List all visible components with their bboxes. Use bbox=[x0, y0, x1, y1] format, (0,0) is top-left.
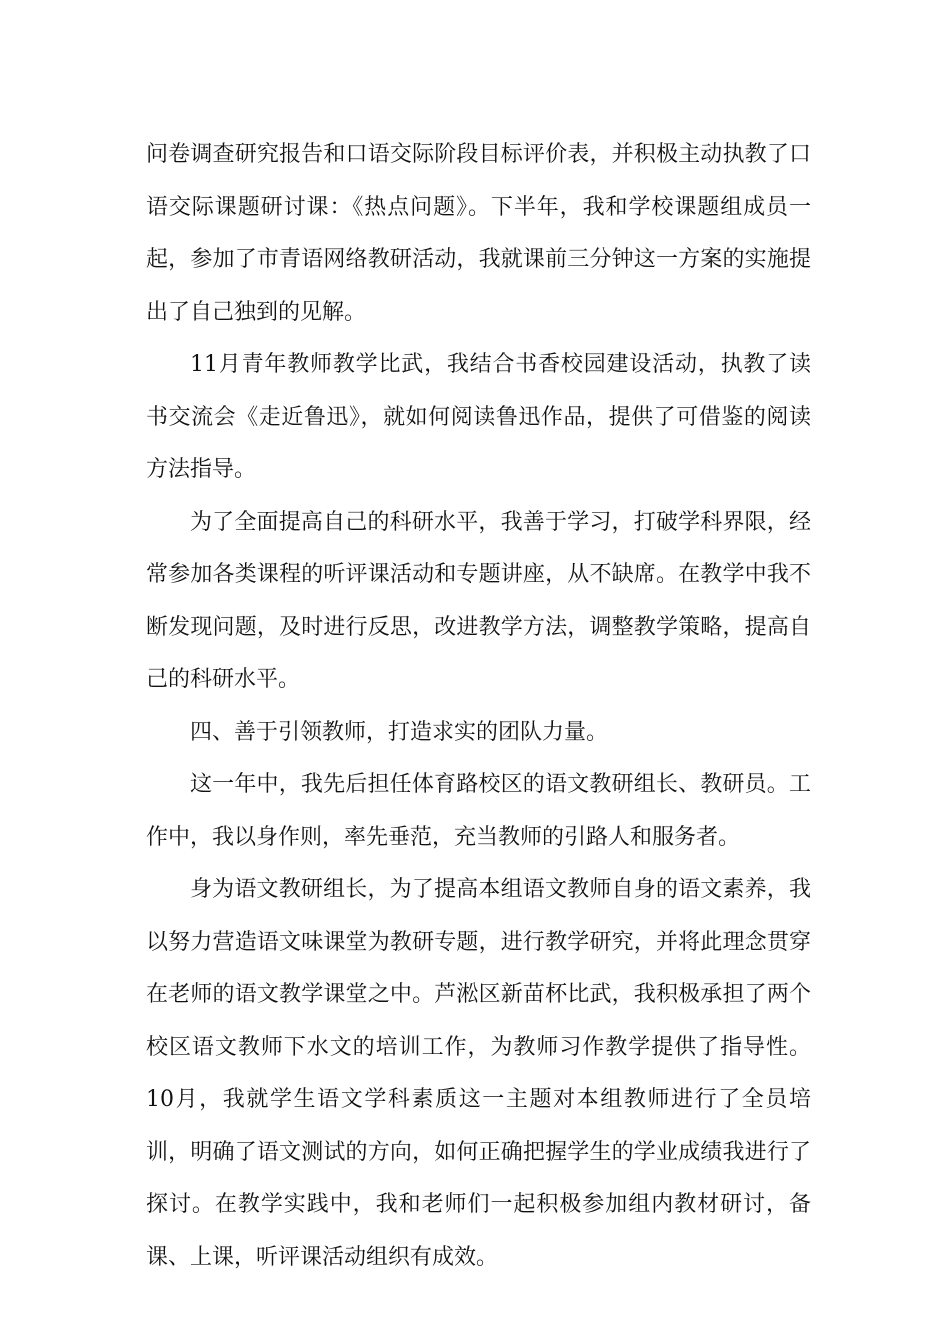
section-heading-4: 四、善于引领教师，打造求实的团队力量。 bbox=[190, 719, 609, 745]
paragraph-5: 这一年中，我先后担任体育路校区的语文教研组长、教研员。工作中，我以身作则，率先垂范，充当教师的引路人和服务者。 bbox=[146, 772, 811, 850]
paragraph-3: 为了全面提高自己的科研水平，我善于学习，打破学科界限，经常参加各类课程的听评课活动和专题讲座，从不缺席。在教学中我不断发现问题，及时进行反思，改进教学方法，调整教学策略，提高自己的科研水平。 bbox=[146, 509, 811, 692]
paragraph-6: 身为语文教研组长，为了提高本组语文教师自身的语文素养，我以努力营造语文味课堂为教研专题，进行教学研究，并将此理念贯穿在老师的语文教学课堂之中。芦淞区新苗杯比武，我积极承担了两个校区语文教师下水文的培训工作，为教师习作教学提供了指导性。10月，我就学生语文学科素质这一主题对本组教师进行了全员培训，明确了语文测试的方向，如何正确把握学生的学业成绩我进行了探讨。在教学实践中，我和老师们一起积极参加组内教材研讨，备课、上课，听评课活动组织有成效。 bbox=[146, 877, 811, 1270]
document-body bbox=[146, 129, 811, 1284]
paragraph-2: 11月青年教师教学比武，我结合书香校园建设活动，执教了读书交流会《走近鲁迅》，就如何阅读鲁迅作品，提供了可借鉴的阅读方法指导。 bbox=[146, 352, 811, 482]
paragraph-1: 问卷调查研究报告和口语交际阶段目标评价表，并积极主动执教了口语交际课题研讨课：《热点问题》。下半年，我和学校课题组成员一起，参加了市青语网络教研活动，我就课前三分钟这一方案的实施提出了自己独到的见解。 bbox=[146, 142, 811, 325]
